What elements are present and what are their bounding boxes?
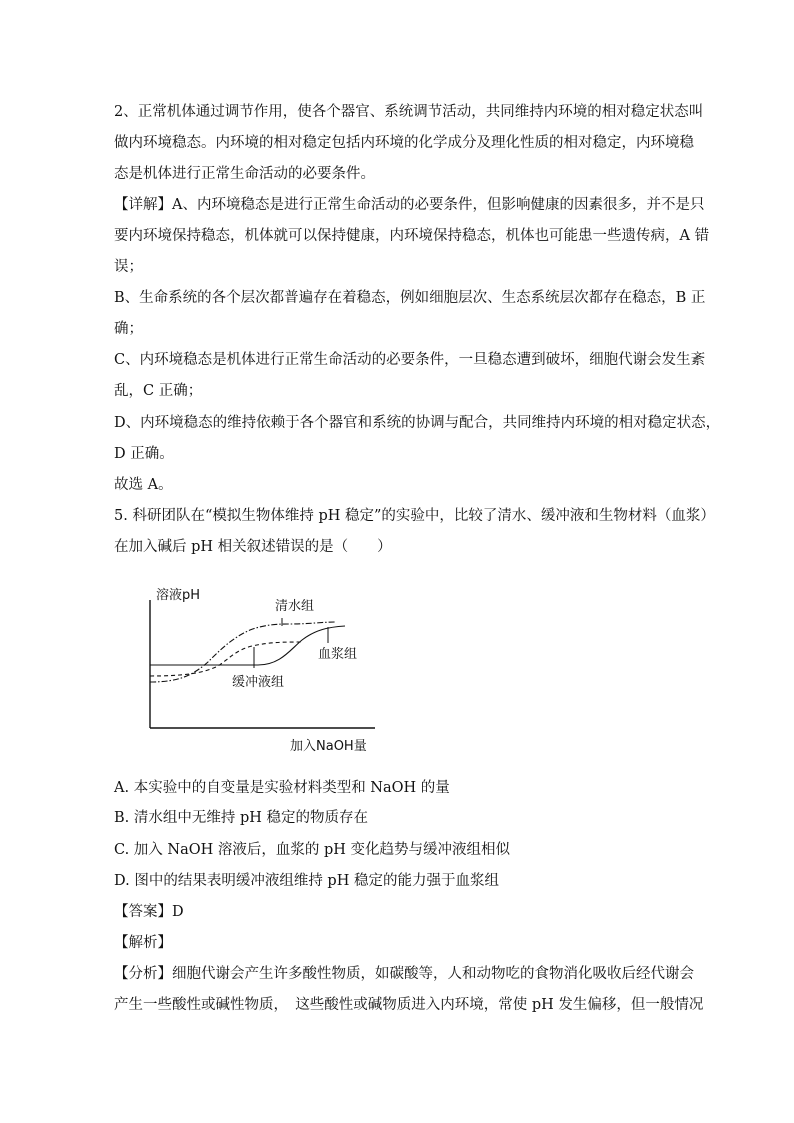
question-stem: 5. 科研团队在“模拟生物体维持 pH 稳定”的实验中，比较了清水、缓冲液和生物材料（血浆）: [114, 508, 715, 524]
option-c: C. 加入 NaOH 溶液后，血浆的 pH 变化趋势与缓冲液组相似: [114, 842, 511, 858]
detail-line: 【详解】A、内环境稳态是进行正常生命活动的必要条件，但影响健康的因素很多，并不是只: [114, 197, 705, 213]
option-a: A. 本实验中的自变量是实验材料类型和 NaOH 的量: [114, 780, 450, 796]
analysis-line: 【分析】细胞代谢会产生许多酸性物质，如碳酸等，人和动物吃的食物消化吸收后经代谢会: [114, 966, 694, 982]
option-b-explanation: 确；: [114, 321, 143, 337]
answer-line: 【答案】D: [114, 904, 184, 920]
option-d-explanation: D、内环境稳态的维持依赖于各个器官和系统的协调与配合，共同维持内环境的相对稳定状态，: [114, 415, 721, 431]
option-d: D. 图中的结果表明缓冲液组维持 pH 稳定的能力强于血浆组: [114, 873, 499, 889]
analysis-line: 产生一些酸性或碱性物质， 这些酸性或碱物质进入内环境，常使 pH 发生偏移，但一般情况: [114, 997, 704, 1013]
option-b-explanation: B、生命系统的各个层次都普遍存在着稳态，例如细胞层次、生态系统层次都存在稳态，B 正: [114, 290, 706, 306]
ph-curve-svg: [140, 580, 400, 760]
conclusion-line: 故选 A。: [114, 477, 173, 493]
plasma-group-label: 血浆组: [318, 647, 358, 662]
analysis-heading: 【解析】: [114, 935, 172, 951]
paragraph-line: 做内环境稳态。内环境的相对稳定包括内环境的化学成分及理化性质的相对稳定，内环境稳: [114, 135, 694, 151]
paragraph-line: 态是机体进行正常生命活动的必要条件。: [114, 166, 375, 182]
paragraph-line: 2、正常机体通过调节作用，使各个器官、系统调节活动，共同维持内环境的相对稳定状态叫: [114, 104, 704, 120]
detail-line: 要内环境保持稳态，机体就可以保持健康，内环境保持稳态，机体也可能患一些遗传病，A 错: [114, 228, 710, 244]
question-stem: 在加入碱后 pH 相关叙述错误的是（ ）: [114, 539, 392, 555]
option-c-explanation: C、内环境稳态是机体进行正常生命活动的必要条件，一旦稳态遭到破坏，细胞代谢会发生紊: [114, 352, 706, 368]
detail-line: 误；: [114, 259, 143, 275]
x-axis-label: 加入NaOH量: [290, 739, 367, 754]
plasma-curve: [150, 626, 345, 665]
ph-curve-figure: [140, 580, 400, 760]
water-group-label: 清水组: [275, 599, 315, 614]
water-curve: [150, 622, 336, 682]
buffer-group-label: 缓冲液组: [232, 675, 285, 690]
option-d-explanation: D 正确。: [114, 446, 174, 462]
y-axis-label: 溶液pH: [156, 588, 201, 603]
option-c-explanation: 乱，C 正确；: [114, 383, 203, 399]
option-b: B. 清水组中无维持 pH 稳定的物质存在: [114, 810, 369, 826]
